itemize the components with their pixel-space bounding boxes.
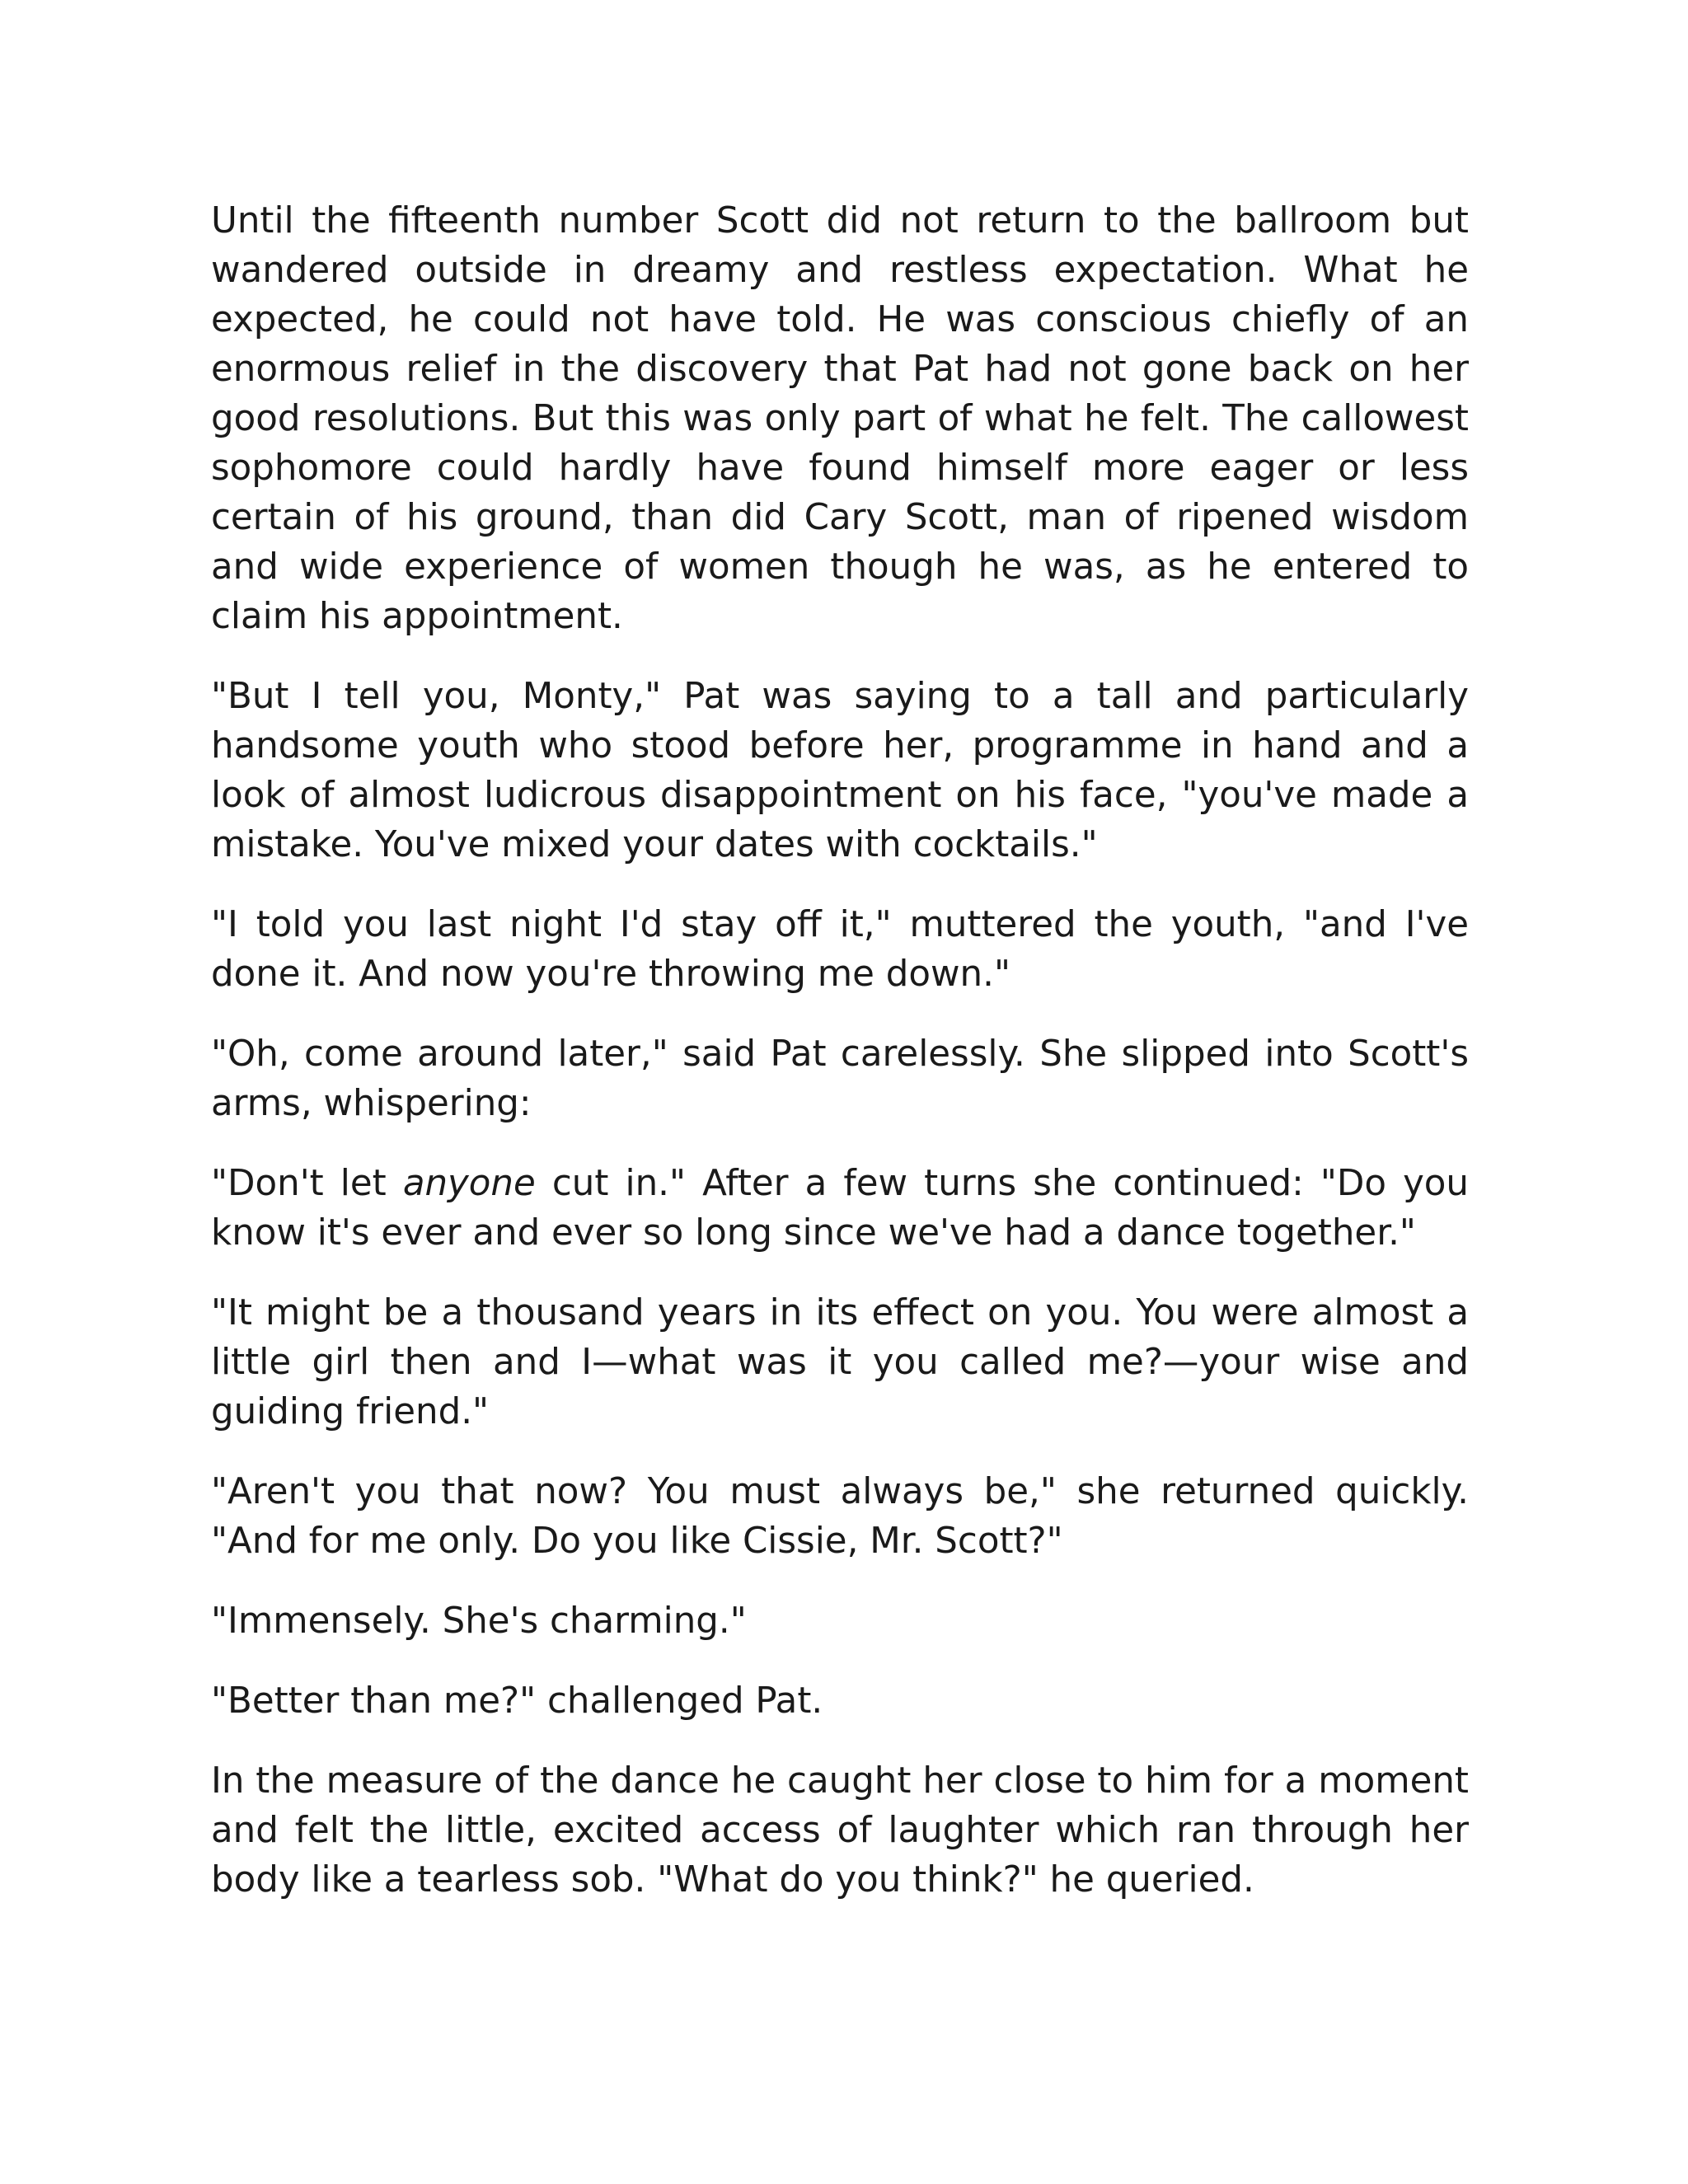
paragraph-6: "It might be a thousand years in its effect on you. You were almost a little girl then and I—what was it you called me?—your wise and guiding friend." (211, 1292, 1469, 1432)
paragraph-8: "Immensely. She's charming." (211, 1601, 747, 1642)
paragraph-5-text-before: "Don't let (211, 1163, 403, 1204)
paragraph-4: "Oh, come around later," said Pat carelessly. She slipped into Scott's arms, whispering: (211, 1033, 1469, 1124)
paragraph-10: In the measure of the dance he caught her close to him for a moment and felt the little, excited access of laughter which ran through her body like a tearless sob. "What do you think?" he queried. (211, 1760, 1469, 1900)
paragraph-2: "But I tell you, Monty," Pat was saying to a tall and particularly handsome youth who stood before her, programme in hand and a look of almost ludicrous disappointment on his face, "you've made a mistake. You've mixed your dates with cocktails." (211, 676, 1469, 865)
paragraph-5-text-after: cut in." After a few turns she continued: "Do you know it's ever and ever so long since we've had a dance together." (211, 1163, 1469, 1254)
paragraph-9: "Better than me?" challenged Pat. (211, 1680, 823, 1722)
paragraph-7: "Aren't you that now? You must always be," she returned quickly. "And for me only. Do you like Cissie, Mr. Scott?" (211, 1471, 1469, 1562)
paragraph-5 (211, 1159, 1469, 1258)
paragraph-3: "I told you last night I'd stay off it," muttered the youth, "and I've done it. And now you're throwing me down." (211, 904, 1469, 995)
paragraph-5-emphasis: anyone (402, 1163, 536, 1204)
document-page (211, 196, 1469, 1935)
paragraph-1: Until the fifteenth number Scott did not return to the ballroom but wandered outside in dreamy and restless expectation. What he expected, he could not have told. He was conscious chiefly of an enormous relief in the discovery that Pat had not gone back on her good resolutions. But this was only part of what he felt. The callowest sophomore could hardly have found himself more eager or less certain of his ground, than did Cary Scott, man of ripened wisdom and wide experience of women though he was, as he entered to claim his appointment. (211, 200, 1469, 637)
